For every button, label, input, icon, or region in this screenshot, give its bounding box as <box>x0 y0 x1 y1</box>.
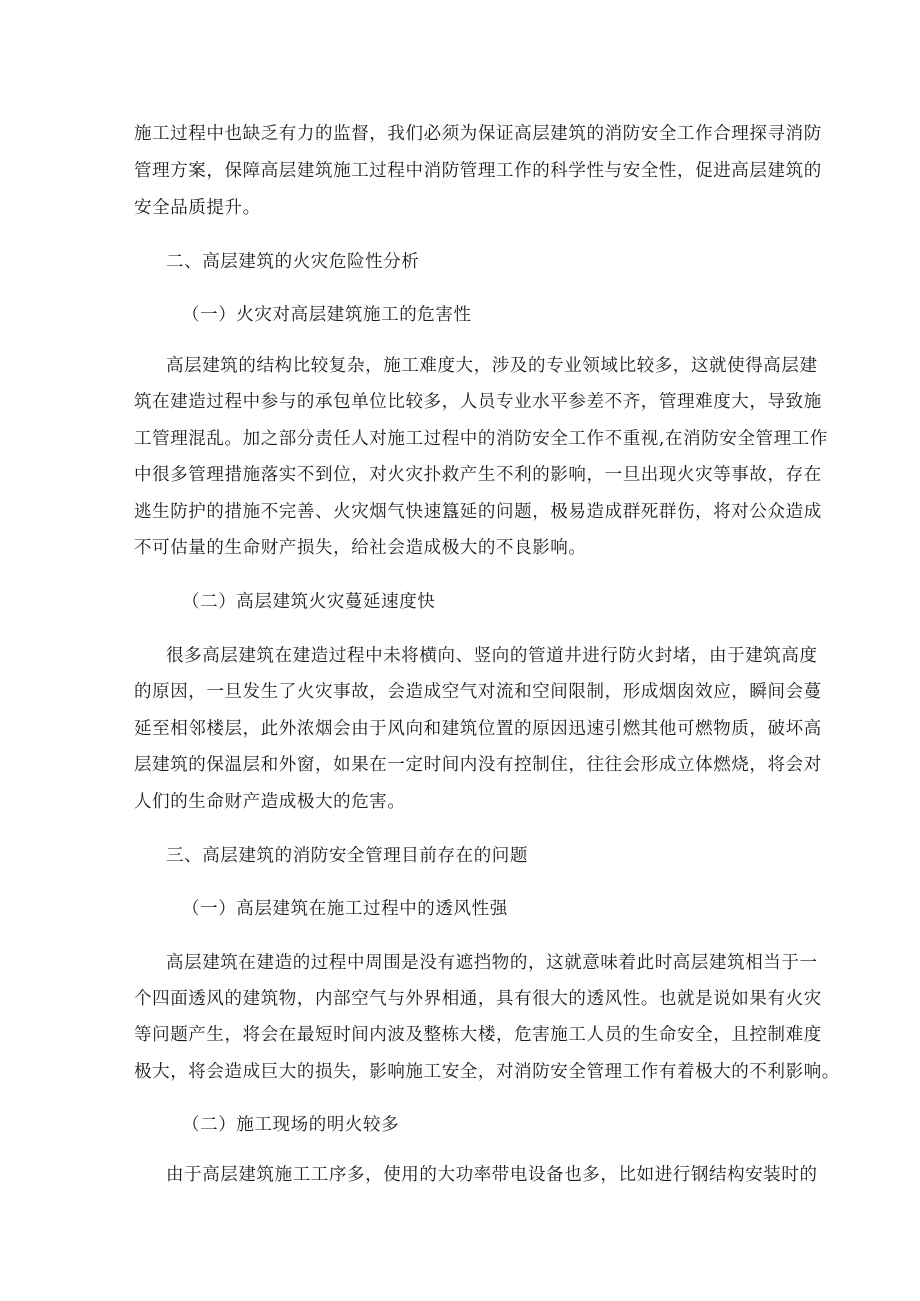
subsection-heading-2-1: （一）火灾对高层建筑施工的危害性 <box>182 305 472 325</box>
paragraph-line: 高层建筑的结构比较复杂，施工难度大，涉及的专业领域比较多，这就使得高层建 <box>166 356 818 376</box>
paragraph-line: 很多高层建筑在建造过程中未将横向、竖向的管道井进行防火封堵，由于建筑高度 <box>166 646 818 666</box>
paragraph-line: 延至相邻楼层，此外浓烟会由于风向和建筑位置的原因迅速引燃其他可燃物质，破坏高 <box>134 719 822 739</box>
paragraph-line: 中很多管理措施落实不到位，对火灾扑救产生不利的影响，一旦出现火灾等事故，存在 <box>134 465 822 485</box>
paragraph-line: 高层建筑在建造的过程中周围是没有遮挡物的，这就意味着此时高层建筑相当于一 <box>166 953 818 973</box>
section-heading-3: 三、高层建筑的消防安全管理目前存在的问题 <box>166 846 528 866</box>
paragraph-line: 工管理混乱。加之部分责任人对施工过程中的消防安全工作不重视,在消防安全管理工作 <box>134 429 828 449</box>
subsection-heading-3-2: （二）施工现场的明火较多 <box>182 1115 400 1135</box>
paragraph-line: 不可估量的生命财产损失，给社会造成极大的不良影响。 <box>134 538 587 558</box>
paragraph-line: 层建筑的保温层和外窗，如果在一定时间内没有控制住，往往会形成立体燃烧，将会对 <box>134 755 822 775</box>
paragraph-line: 筑在建造过程中参与的承包单位比较多，人员专业水平参差不齐，管理难度大，导致施 <box>134 392 822 412</box>
paragraph-line: 逃生防护的措施不完善、火灾烟气快速簋延的问题，极易造成群死群伤，将对公众造成 <box>134 502 822 522</box>
paragraph-line: 的原因，一旦发生了火灾事故，会造成空气对流和空间限制，形成烟囱效应，瞬间会蔓 <box>134 682 822 702</box>
paragraph-line: 管理方案，保障高层建筑施工过程中消防管理工作的科学性与安全性，促进高层建筑的 <box>134 161 822 181</box>
section-heading-2: 二、高层建筑的火灾危险性分析 <box>166 252 420 272</box>
paragraph-line: 安全品质提升。 <box>134 198 261 218</box>
paragraph-line: 人们的生命财产造成极大的危害。 <box>134 792 406 812</box>
subsection-heading-3-1: （一）高层建筑在施工过程中的透风性强 <box>182 899 508 919</box>
paragraph-line: 极大，将会造成巨大的损失，影响施工安全，对消防安全管理工作有着极大的不利影响。 <box>134 1062 840 1082</box>
paragraph-line: 等问题产生，将会在最短时间内波及整栋大楼，危害施工人员的生命安全，且控制难度 <box>134 1025 822 1045</box>
paragraph-line: 个四面透风的建筑物，内部空气与外界相通，具有很大的透风性。也就是说如果有火灾 <box>134 989 822 1009</box>
paragraph-line: 由于高层建筑施工工序多，使用的大功率带电设备也多，比如进行钢结构安装时的 <box>166 1165 818 1185</box>
subsection-heading-2-2: （二）高层建筑火灾蔓延速度快 <box>182 592 436 612</box>
paragraph-line: 施工过程中也缺乏有力的监督，我们必须为保证高层建筑的消防安全工作合理探寻消防 <box>134 124 822 144</box>
